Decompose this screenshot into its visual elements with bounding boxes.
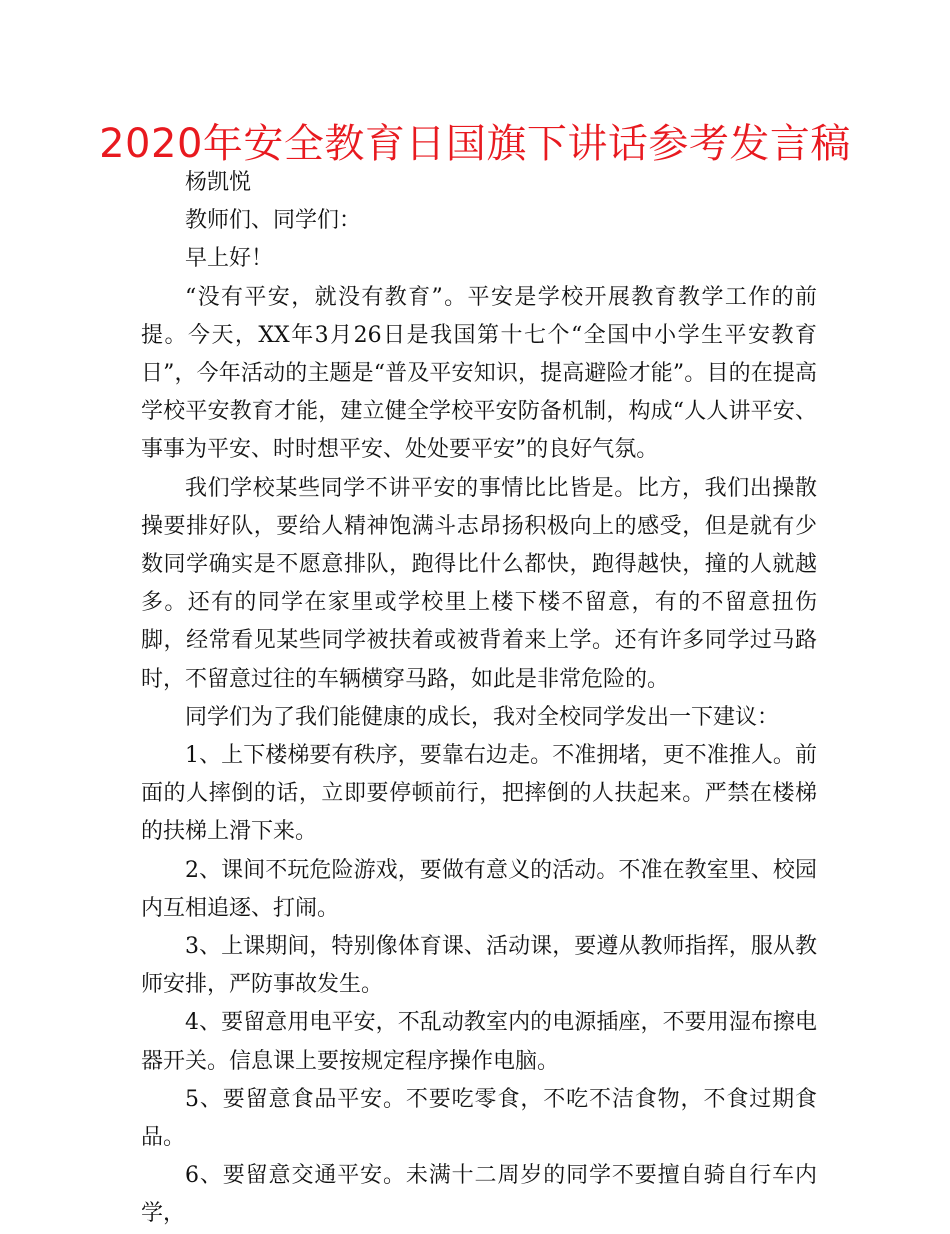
greeting-line: 教师们、同学们： xyxy=(185,208,362,234)
paragraph: 3、上课期间，特别像体育课、活动课，要遵从教师指挥，服从教师安排，严防事故发生。 xyxy=(141,934,817,998)
opening-line: 早上好！ xyxy=(185,246,274,272)
document-title: 2020年安全教育日国旗下讲话参考发言稿 xyxy=(99,121,851,167)
paragraph: 4、要留意用电平安，不乱动教室内的电源插座，不要用湿布擦电器开关。信息课上要按规定程序操作电脑。 xyxy=(141,1010,817,1074)
paragraph: 5、要留意食品平安。不要吃零食，不吃不洁食物，不食过期食品。 xyxy=(141,1086,817,1151)
paragraph: “没有平安，就没有教育”。平安是学校开展教育教学工作的前提。今天，XX年3月26日是我国第十七个“全国中小学生平安教育日”，今年活动的主题是“普及平安知识，提高避险才能”。目的在提高学校平安教育才能，建立健全学校平安防备机制，构成“人人讲平安、事事为平安、时时想平安、处处要平安”的良好气氛。 xyxy=(141,284,817,463)
paragraph: 我们学校某些同学不讲平安的事情比比皆是。比方，我们出操散操要排好队，要给人精神饱满斗志昂扬积极向上的感受，但是就有少数同学确实是不愿意排队，跑得比什么都快，跑得越快，撞的人就越多。还有的同学在家里或学校里上楼下楼不留意，有的不留意扭伤脚，经常看见某些同学被扶着或被背着来上学。还有许多同学过马路时，不留意过往的车辆横穿马路，如此是非常危险的。 xyxy=(141,475,817,692)
author-line: 杨凯悦 xyxy=(185,170,252,195)
paragraph: 2、课间不玩危险游戏，要做有意义的活动。不准在教室里、校园内互相追逐、打闹。 xyxy=(141,857,817,921)
paragraph: 同学们为了我们能健康的成长，我对全校同学发出一下建议： xyxy=(185,704,780,730)
document-body xyxy=(141,164,817,1234)
paragraph: 6、要留意交通平安。未满十二周岁的同学不要擅自骑自行车内学， xyxy=(141,1163,817,1227)
paragraph: 1、上下楼梯要有秩序，要靠右边走。不准拥堵，更不准推人。前面的人摔倒的话，立即要停顿前行，把摔倒的人扶起来。严禁在楼梯的扶梯上滑下来。 xyxy=(141,743,817,845)
